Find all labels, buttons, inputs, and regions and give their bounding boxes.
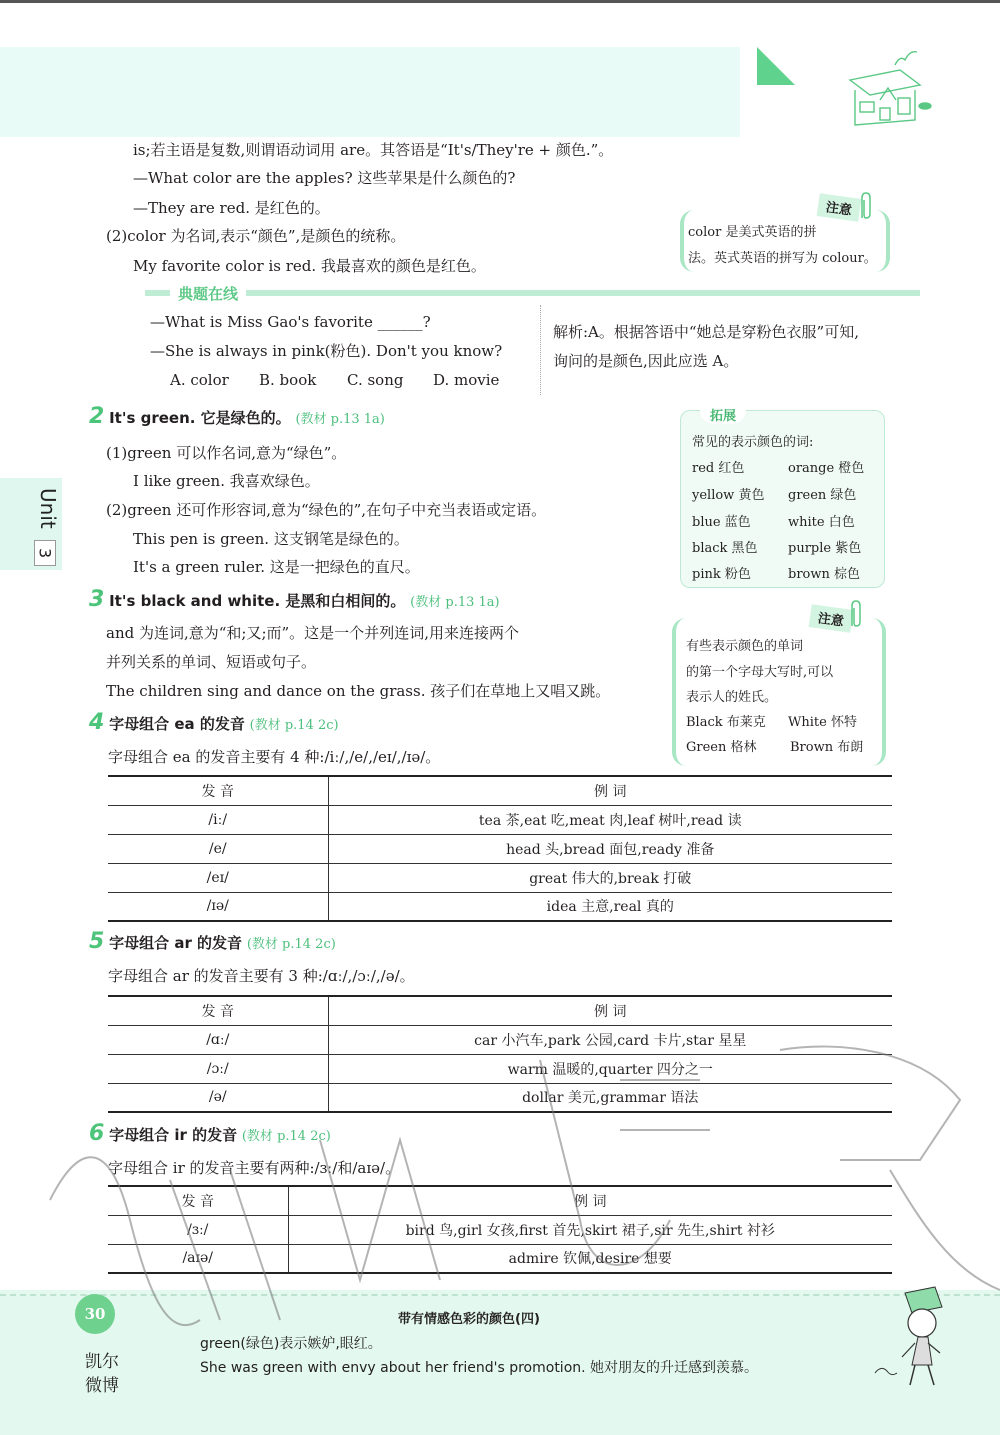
section-number: 6	[89, 1121, 105, 1146]
note-tag: 注意	[817, 193, 862, 222]
expand-color: brown 棕色	[788, 567, 860, 582]
section3-line-2: 并列关系的单词、短语或句子。	[106, 653, 317, 671]
section-title: 字母组合 ir 的发音	[109, 1126, 238, 1144]
phonetic-cell: /ɪə/	[108, 892, 328, 921]
ir-pronunciation-table	[108, 1185, 892, 1274]
phonetic-cell: /ɑː/	[108, 1025, 328, 1054]
table-row	[108, 1244, 892, 1273]
section2-line-2: I like green. 我喜欢绿色。	[133, 472, 320, 490]
unit-number: 3	[34, 540, 56, 566]
section-title: 字母组合 ea 的发音	[109, 715, 245, 733]
table-row	[108, 863, 892, 892]
header-cell: 例 词	[328, 996, 892, 1025]
table-row	[108, 1083, 892, 1112]
section4-intro: 字母组合 ea 的发音主要有 4 种:/iː/,/e/,/eɪ/,/ɪə/。	[108, 748, 441, 766]
textbook-ref: (教材 p.14 2c)	[249, 718, 339, 733]
section-title: 字母组合 ar 的发音	[109, 934, 243, 952]
examples-cell: bird 鸟,girl 女孩,first 首先,skirt 裙子,sir 先生,shirt 衬衫	[288, 1215, 892, 1244]
textbook-ref: (教材 p.14 2c)	[241, 1129, 331, 1144]
example-option-c: C. song	[347, 371, 404, 389]
intro-line-2: —What color are the apples? 这些苹果是什么颜色的?	[133, 169, 516, 187]
section2-line-3: (2)green 还可作形容词,意为“绿色的”,在句子中充当表语或定语。	[106, 501, 547, 519]
footer-dashed-line	[0, 1294, 1000, 1296]
table-row	[108, 892, 892, 921]
brand-line-2: 微博	[85, 1376, 119, 1396]
expand-color: blue 蓝色	[692, 515, 751, 530]
example-divider	[540, 305, 541, 395]
note2-name: Green 格林	[686, 740, 757, 755]
table-row	[108, 805, 892, 834]
top-band	[0, 47, 740, 137]
intro-line-1: is;若主语是复数,则谓语动词用 are。其答语是“It's/They're + 颜色.”。	[133, 141, 614, 159]
section3-line-1: and 为连词,意为“和;又;而”。这是一个并列连词,用来连接两个	[106, 624, 519, 642]
brand-line-1: 凯尔	[85, 1352, 119, 1372]
header-cell: 例 词	[288, 1186, 892, 1215]
section2-line-1: (1)green 可以作名词,意为“绿色”。	[106, 444, 347, 462]
section2-line-5: It's a green ruler. 这是一把绿色的直尺。	[133, 558, 420, 576]
example-option-a: A. color	[170, 371, 229, 389]
example-option-b: B. book	[259, 371, 317, 389]
example-question-2: —She is always in pink(粉色). Don't you know?	[150, 342, 503, 360]
section6-intro: 字母组合 ir 的发音主要有两种:/ɜː/和/aɪə/。	[108, 1159, 401, 1177]
table-row	[108, 834, 892, 863]
table-row	[108, 1025, 892, 1054]
example-option-d: D. movie	[433, 371, 500, 389]
expand-color: purple 紫色	[788, 541, 862, 556]
textbook-ref: (教材 p.14 2c)	[246, 937, 336, 952]
section-title: It's green. 它是绿色的。	[109, 409, 291, 427]
table-header-row	[108, 1186, 892, 1215]
expand-color: green 绿色	[788, 488, 857, 503]
expand-color: orange 橙色	[788, 461, 865, 476]
phonetic-cell: /eɪ/	[108, 863, 328, 892]
corner-triangle-decoration	[757, 47, 795, 85]
expand-heading: 常见的表示颜色的词:	[692, 435, 814, 450]
expand-color: yellow 黄色	[692, 488, 765, 503]
expand-tag: 拓展	[700, 405, 746, 424]
example-title: 典题在线	[170, 283, 246, 304]
section5-intro: 字母组合 ar 的发音主要有 3 种:/ɑː/,/ɔː/,/ə/。	[108, 967, 415, 985]
kid-with-book-illustration-icon	[860, 1285, 970, 1395]
note2-name: Black 布莱克	[686, 715, 766, 730]
examples-cell: head 头,bread 面包,ready 准备	[328, 834, 892, 863]
footer-line-1: green(绿色)表示嫉妒,眼红。	[200, 1336, 382, 1352]
examples-cell: warm 温暖的,quarter 四分之一	[328, 1054, 892, 1083]
ea-pronunciation-table	[108, 775, 892, 922]
phonetic-cell: /iː/	[108, 805, 328, 834]
expand-color: red 红色	[692, 461, 745, 476]
expand-color: white 白色	[788, 515, 855, 530]
header-cell: 发 音	[108, 776, 328, 805]
textbook-ref: (教材 p.13 1a)	[410, 595, 500, 610]
top-edge-line	[0, 0, 1000, 3]
expand-color: black 黑色	[692, 541, 758, 556]
intro-line-4: (2)color 为名词,表示“颜色”,是颜色的统称。	[106, 227, 406, 245]
page-number-badge: 30	[75, 1294, 115, 1334]
unit-label: Unit	[36, 488, 60, 529]
note-tag: 注意	[809, 604, 854, 633]
brand-label	[85, 1350, 125, 1398]
phonetic-cell: /aɪə/	[108, 1244, 288, 1273]
section-number: 3	[89, 587, 105, 612]
house-illustration-icon	[840, 40, 940, 135]
example-question-1: —What is Miss Gao's favorite ______?	[150, 313, 431, 331]
expand-color: pink 粉色	[692, 567, 751, 582]
phonetic-cell: /ɜː/	[108, 1215, 288, 1244]
footer-title: 带有情感色彩的颜色(四)	[398, 1312, 540, 1327]
section-number: 2	[89, 404, 105, 429]
examples-cell: great 伟大的,break 打破	[328, 863, 892, 892]
paperclip-icon	[848, 598, 864, 630]
intro-line-3: —They are red. 是红色的。	[133, 199, 330, 217]
textbook-ref: (教材 p.13 1a)	[295, 412, 385, 427]
section-number: 4	[89, 710, 105, 735]
ar-pronunciation-table	[108, 995, 892, 1113]
section-title: It's black and white. 是黑和白相间的。	[109, 592, 406, 610]
table-header-row	[108, 996, 892, 1025]
note2-line-2: 的第一个字母大写时,可以	[686, 665, 834, 680]
note2-line-3: 表示人的姓氏。	[686, 690, 778, 705]
examples-cell: tea 茶,eat 吃,meat 肉,leaf 树叶,read 读	[328, 805, 892, 834]
section-number: 5	[89, 929, 105, 954]
note2-line-1: 有些表示颜色的单词	[686, 639, 804, 654]
note1-line-2: 法。英式英语的拼写为 colour。	[688, 251, 877, 266]
phonetic-cell: /ə/	[108, 1083, 328, 1112]
note1-line-1: color 是美式英语的拼	[688, 225, 817, 240]
example-title-bar	[145, 290, 920, 296]
note2-name: White 怀特	[788, 715, 857, 730]
phonetic-cell: /ɔː/	[108, 1054, 328, 1083]
intro-line-5: My favorite color is red. 我最喜欢的颜色是红色。	[133, 257, 486, 275]
table-row	[108, 1054, 892, 1083]
header-cell: 发 音	[108, 1186, 288, 1215]
note2-name: Brown 布朗	[790, 740, 864, 755]
example-analysis-2: 询问的是颜色,因此应选 A。	[553, 352, 739, 370]
section2-line-4: This pen is green. 这支钢笔是绿色的。	[133, 530, 409, 548]
examples-cell: car 小汽车,park 公园,card 卡片,star 星星	[328, 1025, 892, 1054]
paperclip-icon	[858, 190, 874, 222]
examples-cell: admire 钦佩,desire 想要	[288, 1244, 892, 1273]
example-analysis-1: 解析:A。根据答语中“她总是穿粉色衣服”可知,	[553, 323, 859, 341]
header-cell: 发 音	[108, 996, 328, 1025]
table-header-row	[108, 776, 892, 805]
phonetic-cell: /e/	[108, 834, 328, 863]
header-cell: 例 词	[328, 776, 892, 805]
table-row	[108, 1215, 892, 1244]
examples-cell: dollar 美元,grammar 语法	[328, 1083, 892, 1112]
section3-line-3: The children sing and dance on the grass. 孩子们在草地上又唱又跳。	[106, 682, 611, 700]
footer-line-2: She was green with envy about her friend's promotion. 她对朋友的升迁感到羡慕。	[200, 1360, 759, 1376]
examples-cell: idea 主意,real 真的	[328, 892, 892, 921]
